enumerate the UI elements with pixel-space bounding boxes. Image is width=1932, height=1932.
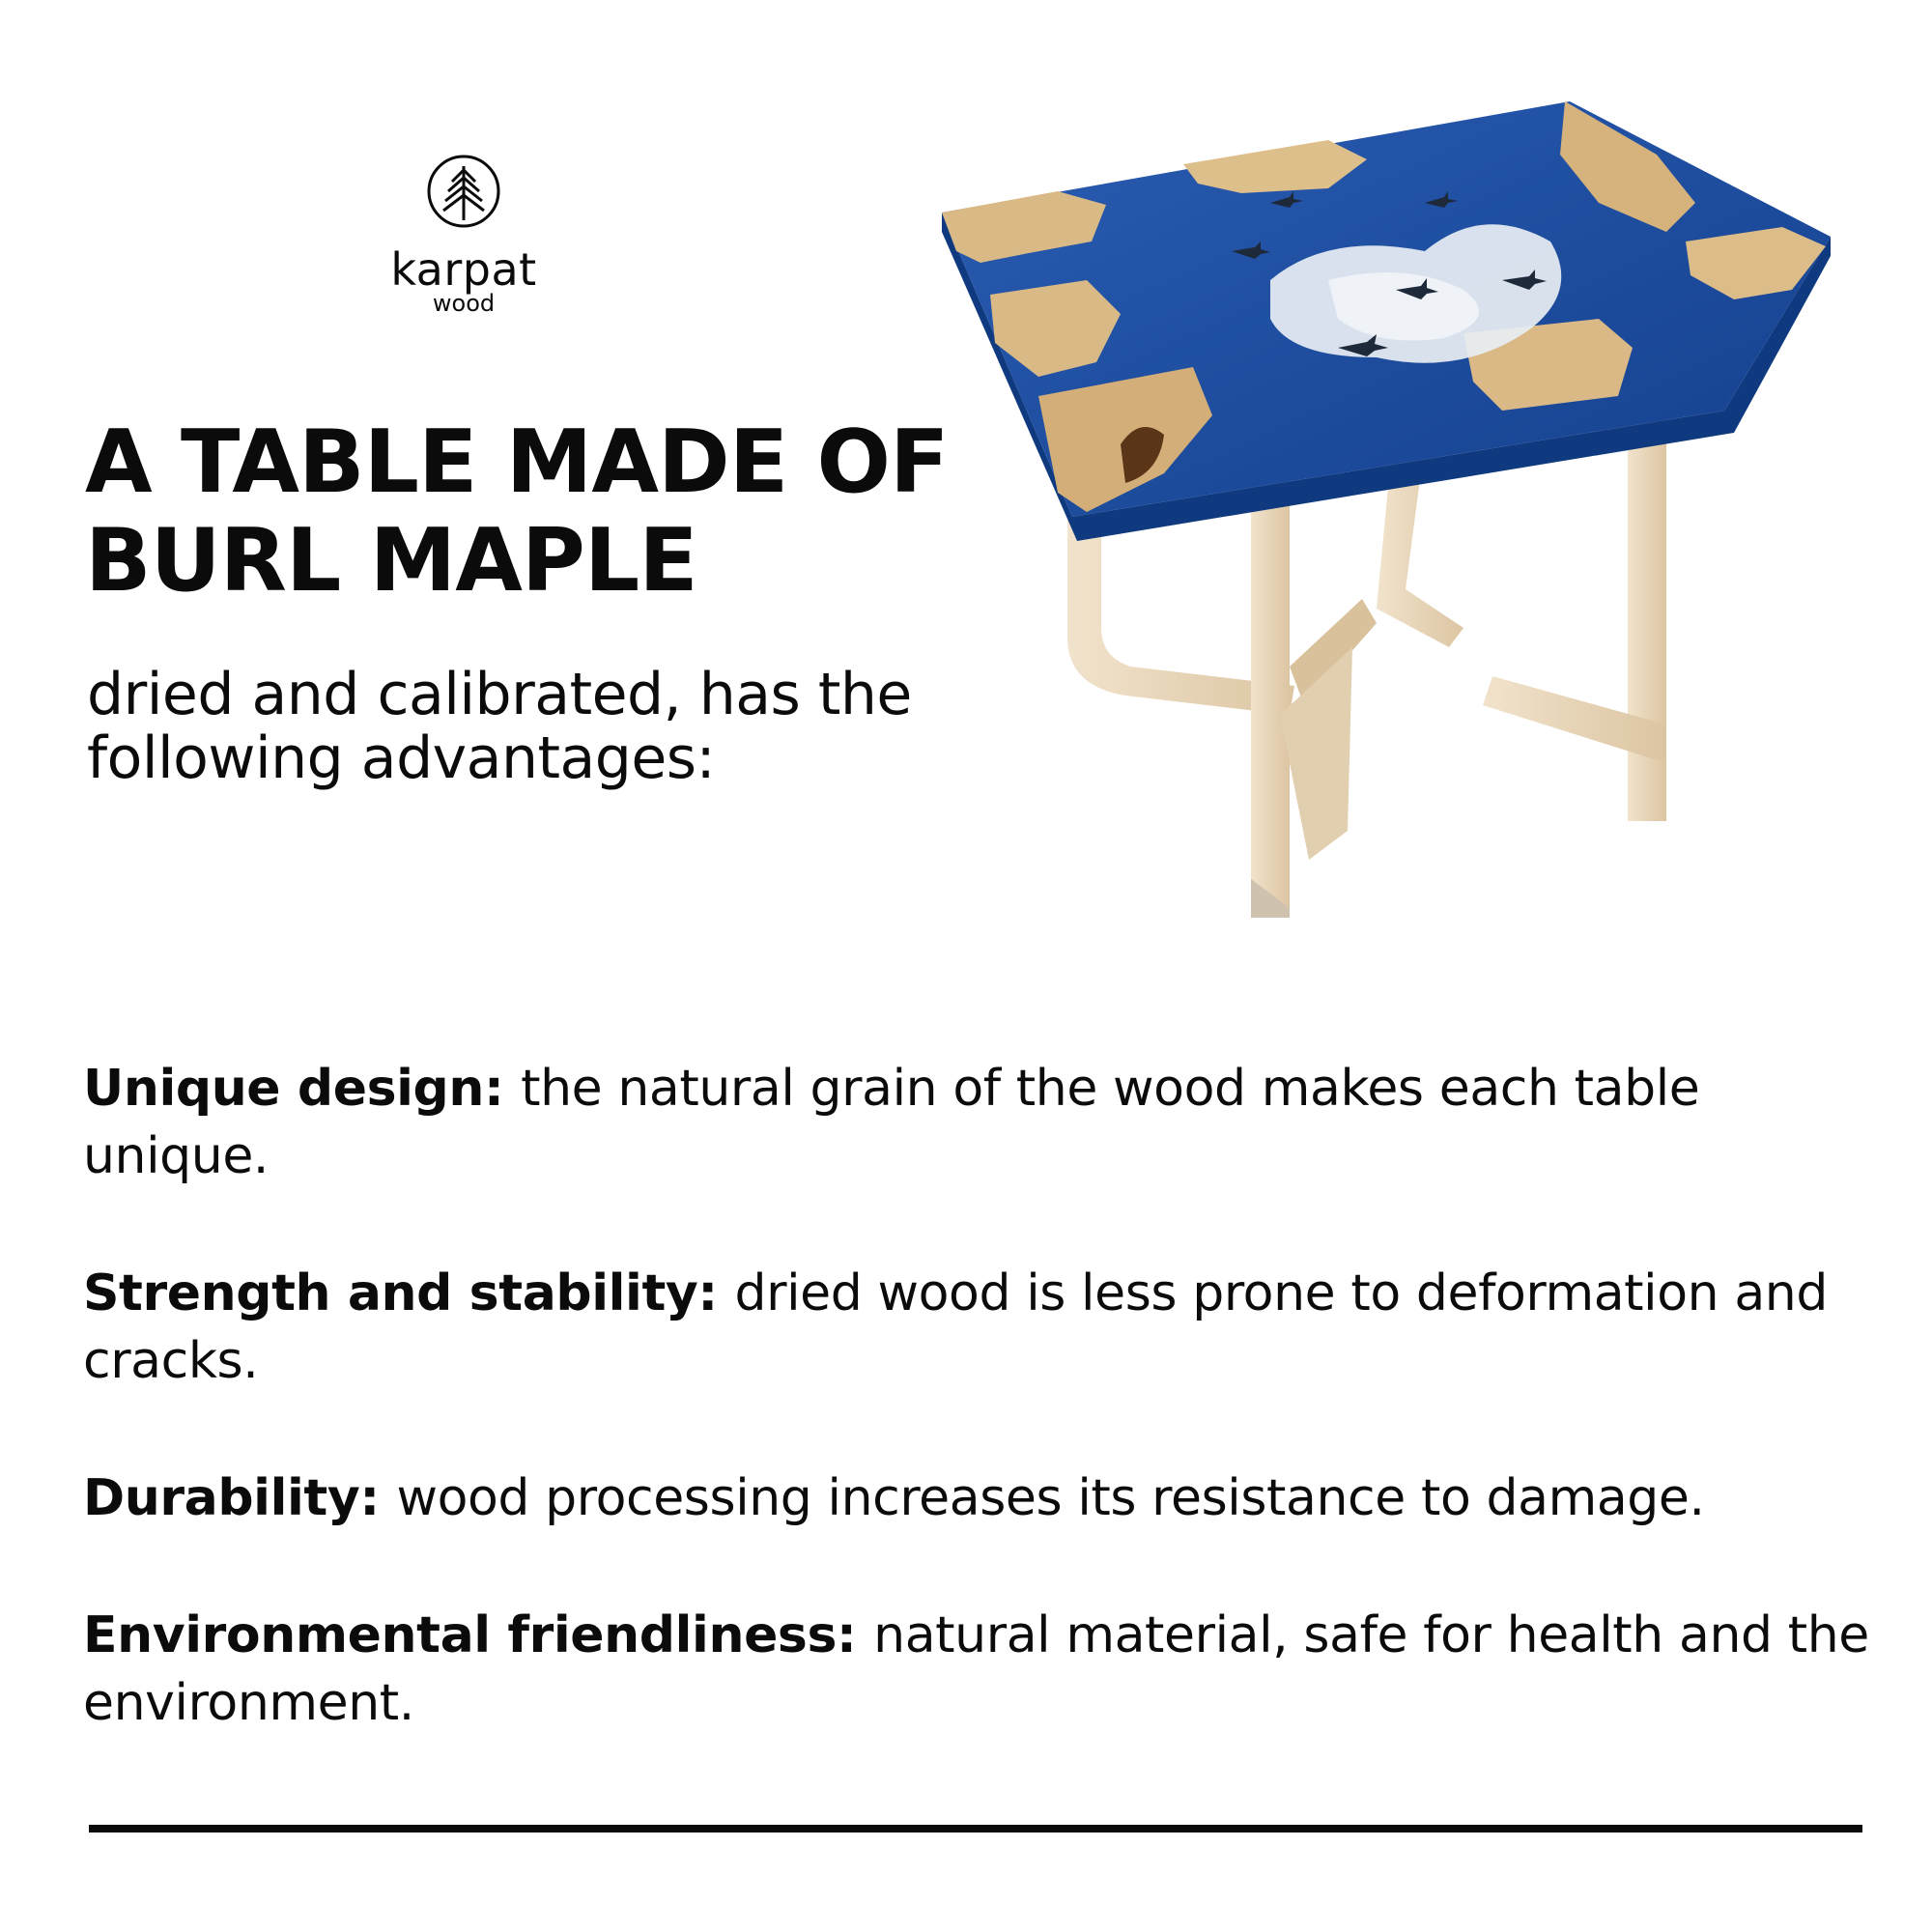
pine-tree-circle-icon <box>425 153 502 230</box>
features-list <box>83 1055 1880 1806</box>
list-item <box>83 1602 1880 1737</box>
list-item <box>83 1055 1880 1190</box>
feature-text: wood processing increases its resistance to damage. <box>396 1469 1705 1527</box>
brand-logo <box>367 153 560 315</box>
feature-title: Environmental friendliness: <box>83 1606 874 1664</box>
feature-title: Unique design: <box>83 1060 522 1118</box>
page-subtitle-line-2: following advantages: <box>87 724 716 792</box>
page-title-line-1: A TABLE MADE OF <box>85 412 949 513</box>
page-subtitle-line-1: dried and calibrated, has the <box>87 661 912 728</box>
list-item <box>83 1260 1880 1395</box>
feature-title: Durability: <box>83 1469 397 1527</box>
brand-name: karpat <box>390 243 537 296</box>
feature-title: Strength and stability: <box>83 1264 735 1322</box>
list-item <box>83 1464 1880 1532</box>
brand-sub: wood <box>432 290 496 317</box>
divider <box>89 1825 1862 1833</box>
feature-text: dried wood is less prone to deformation and cracks. <box>83 1264 1828 1390</box>
feature-text: the natural grain of the wood makes each table unique. <box>83 1060 1700 1185</box>
page-title-line-2: BURL MAPLE <box>85 510 697 611</box>
resin-table-image <box>923 87 1889 937</box>
page-title <box>85 413 1012 611</box>
page-subtitle <box>87 663 1053 790</box>
feature-text: natural material, safe for health and the environment. <box>83 1606 1869 1732</box>
